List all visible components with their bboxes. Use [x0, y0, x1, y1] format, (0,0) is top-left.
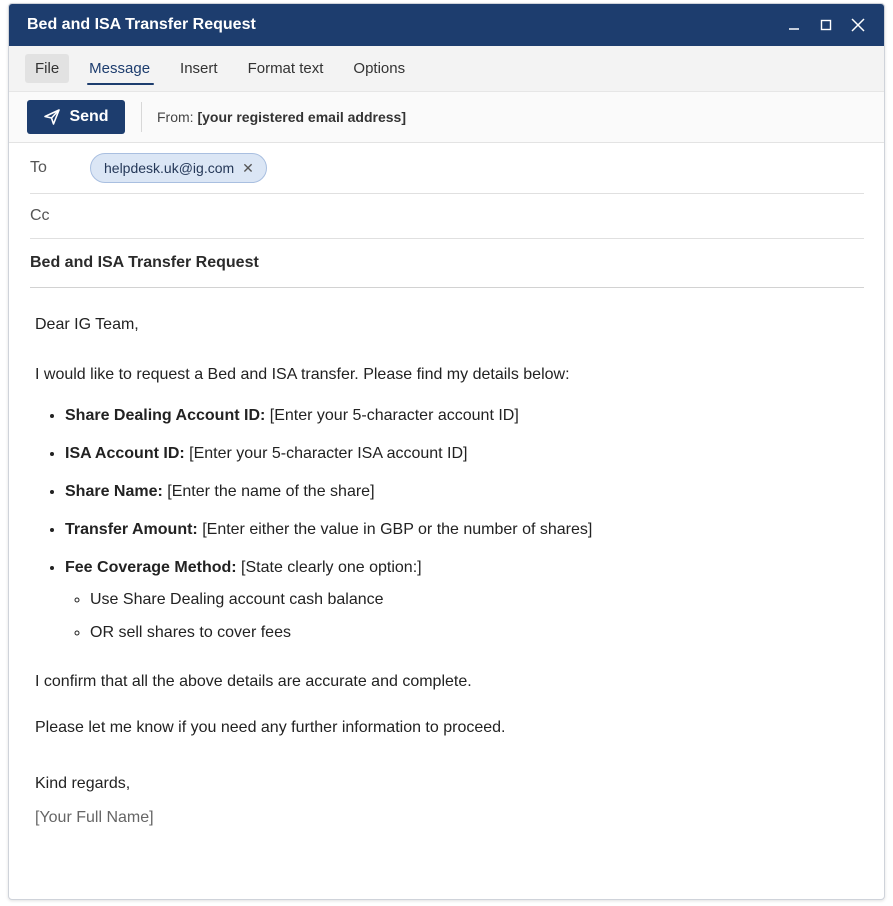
maximize-button[interactable]: [810, 4, 842, 46]
close-icon: [851, 18, 865, 32]
signature-name: [Your Full Name]: [35, 809, 154, 826]
to-label: To: [30, 159, 47, 176]
sub-list-wrapper: [35, 590, 884, 643]
tab-options[interactable]: Options: [353, 60, 406, 77]
item-value: [Enter your 5-character account ID]: [265, 407, 519, 424]
sub-list-item: ◦ Use Share Dealing account cash balance: [90, 590, 884, 610]
from-value: [your registered email address]: [197, 109, 406, 125]
cc-row[interactable]: [30, 194, 864, 239]
item-label: Fee Coverage Method:: [65, 559, 237, 576]
further-info-text: Please let me know if you need any further information to proceed.: [35, 719, 506, 736]
window-title: Bed and ISA Transfer Request: [27, 16, 256, 33]
sub-list-container: [65, 590, 884, 643]
divider: [141, 102, 142, 132]
ribbon-tabs: [9, 46, 884, 92]
minimize-icon: [788, 19, 800, 31]
remove-recipient-icon[interactable]: ✕: [242, 159, 254, 176]
item-label: Share Dealing Account ID:: [65, 407, 266, 424]
tab-file[interactable]: File: [25, 54, 69, 83]
item-value: [State clearly one option:]: [236, 559, 422, 576]
item-value: [Enter the name of the share]: [162, 483, 375, 500]
cc-label: Cc: [30, 207, 50, 224]
item-label: ISA Account ID:: [65, 445, 185, 462]
details-list: [35, 406, 884, 578]
greeting: Dear IG Team,: [35, 316, 139, 333]
title-bar: [9, 4, 884, 46]
tab-insert[interactable]: Insert: [180, 60, 218, 77]
from-label: From:: [157, 109, 194, 125]
sub-list-item: ◦ OR sell shares to cover fees: [90, 623, 884, 643]
list-item: [65, 558, 884, 578]
recipient-email: helpdesk.uk@ig.com: [104, 160, 235, 176]
subject-field[interactable]: Bed and ISA Transfer Request: [30, 254, 259, 271]
send-button-label: Send: [69, 108, 109, 125]
send-icon: [43, 108, 61, 126]
recipient-chip[interactable]: [90, 153, 267, 183]
compose-window: [8, 3, 885, 900]
maximize-icon: [820, 19, 832, 31]
confirm-text: I confirm that all the above details are accurate and complete.: [35, 673, 472, 690]
from-field[interactable]: [157, 109, 406, 125]
list-item: [65, 520, 884, 540]
item-label: Transfer Amount:: [65, 521, 198, 538]
send-bar: [9, 92, 884, 143]
minimize-button[interactable]: [778, 4, 810, 46]
fee-options-list: [65, 590, 884, 643]
item-value: [Enter your 5-character ISA account ID]: [184, 445, 468, 462]
list-item: [65, 482, 884, 502]
to-row: [30, 143, 864, 194]
message-body[interactable]: [9, 288, 884, 827]
list-item: [65, 406, 884, 426]
item-value: [Enter either the value in GBP or the number of shares]: [197, 521, 593, 538]
send-button[interactable]: [27, 100, 125, 134]
tab-message[interactable]: Message: [79, 54, 160, 83]
header-fields: [30, 143, 864, 288]
sign-off: Kind regards,: [35, 775, 131, 792]
close-button[interactable]: [842, 4, 874, 46]
list-item: [65, 444, 884, 464]
item-label: Share Name:: [65, 483, 163, 500]
intro-text: I would like to request a Bed and ISA transfer. Please find my details below:: [35, 366, 570, 383]
tab-format-text[interactable]: Format text: [247, 60, 324, 77]
window-controls: [778, 4, 874, 46]
subject-row[interactable]: [30, 239, 864, 288]
